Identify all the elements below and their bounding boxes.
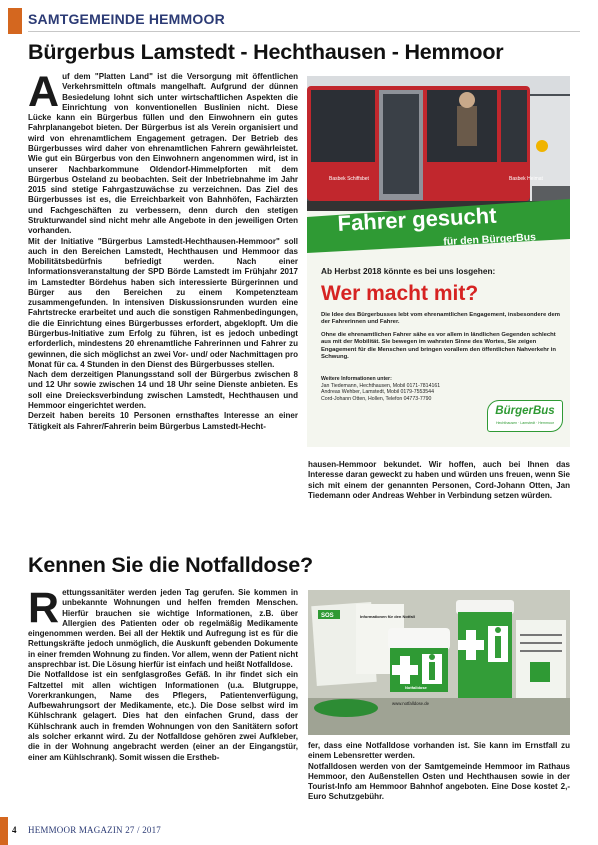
article2-paragraph-1: ettungssanitäter werden jeden Tag gerufen. Sie kommen in unbekannte Wohnungen und helfen fremden Menschen. Hierfür brauchen sie wichtige Informationen, z.B. über Allergien des Patienten oder ob regelmäßig Medikamente eingenommen werden. Bei all der Hektik und Aufregung ist es für die Rettungskräfte jedoch unmöglich, die Auskunft gebenden Dokumente in einer fremden Wohnung zu finden. Vor allem, wenn der Patient nicht ansprechbar ist. Die Lösung hierfür ist einfach und heißt Notfalldose. bbox=[28, 588, 298, 669]
poster-lead: Ab Herbst 2018 könnte es bei uns losgehen: bbox=[321, 266, 496, 276]
bus-illustration bbox=[307, 76, 570, 211]
article2-column-right bbox=[308, 741, 570, 803]
article2-column-left bbox=[28, 584, 298, 763]
logo-tagline: Hechthausen · Lamstedt · Hemmoor bbox=[495, 421, 555, 425]
dose-label: Notfalldose bbox=[405, 685, 427, 690]
poster-banner-headline: Fahrer gesucht bbox=[337, 202, 498, 236]
dropcap: A bbox=[28, 68, 60, 116]
poster-banner-subline: für den BürgerBus bbox=[443, 231, 537, 248]
dose-url: www.notfalldose.de bbox=[392, 701, 430, 706]
article1-column-right bbox=[308, 460, 570, 501]
notfalldose-illustration bbox=[308, 590, 570, 735]
magazine-name: HEMMOOR MAGAZIN 27 / 2017 bbox=[28, 825, 161, 835]
article2-paragraph-4: Notfalldosen werden von der Samtgemeinde Hemmoor im Rathaus Hemmoor, den Außenstellen Osten und Hechthausen sowie in der Tourist-Info am Hemmoor Bahnhof angeboten. Eine Dose kostet 2,- Euro Schutzgebühr. bbox=[308, 761, 570, 802]
sos-label: SOS bbox=[321, 613, 334, 619]
contacts-heading: Weitere Informationen unter: bbox=[321, 376, 392, 382]
buergerbus-logo bbox=[487, 400, 563, 432]
article2-paragraph-2: Die Notfalldose ist ein senfglasgroßes Gefäß. In ihr findet sich ein Faltzettel mit allen wichtigen Informationen (u.a. Blutgruppe, Vorerkrankungen, Name des Pflegers, Patientenverfügung, Aufbewahrungsort der Medikamente, etc.). Die Dose selbst wird im Kühlschrank gelagert. Dies hat den einfachen Grund, dass der Kühlschrank auch in fremden Wohnungen von den Sanitätern sofort als solcher erkannt wird. Zu der Notfalldose gehören zwei Aufkleber, die in der Wohnung angebracht werden (einer an der Eingangstür, einer am Kühlschrank). Somit wissen die Erstheb- bbox=[28, 670, 298, 762]
contact-line: Jan Tiedemann, Hechthausen, Mobil 0171-7814161 bbox=[321, 382, 441, 389]
poster-headline-wer-macht-mit: Wer macht mit? bbox=[321, 282, 479, 305]
bus-sign-right: Basbek Heimat bbox=[509, 176, 543, 182]
article-title-buergerbus: Bürgerbus Lamstedt - Hechthausen - Hemmoor bbox=[28, 40, 504, 64]
article-title-notfalldose: Kennen Sie die Notfalldose? bbox=[28, 553, 313, 577]
article1-paragraph-4: Derzeit haben bereits 10 Personen ernsthaftes Interesse an einer Tätigkeit als Fahrer/Fahrerin beim Bürgerbus Lamstedt-Hecht- bbox=[28, 411, 298, 431]
header-accent-bar bbox=[8, 8, 22, 34]
bus-sign-left: Basbek Schiffsbet bbox=[329, 176, 369, 182]
info-card-title: Informationen für den Notfall bbox=[360, 614, 415, 619]
logo-wordmark: BürgerBus bbox=[495, 405, 555, 417]
article1-paragraph-2: Mit der Initiative "Bürgerbus Lamstedt-Hechthausen-Hemmoor" soll auch in den Bereichen Lamstedt, Hechthausen und Hemmoor das Mobilitätsbedürfnis befriedigt werden. Nach einer Informationsveranstaltung der SPD Börde Lamstedt im Frühjahr 2017 im Lamstedter Bördehus haben sich interessierte Bürgerinnen und Bürger aus den Bereichen zu einem Kompetenzteam zusammengefunden. In intensiven Diskussionsrunden wurden eine Fahrtstrecke erarbeitet und auch die sonstigen Rahmenbedingungen, die die Einrichtung eines Bürgerbusses erfordert, abgeklopft. Um die Bürgerbus-Initiative zum Erfolg zu führen, ist es jedoch unbedingt erforderlich, mindestens 20 ehrenamtliche Fahrerinnen und Fahrer zu gewinnen, die sich möglichst an zwei Vor- und/ oder Nachmittagen pro Monat für ca. 4 Stunden in den Dienst des Bürgerbusses stellen. bbox=[28, 236, 298, 369]
poster-contacts bbox=[321, 376, 491, 402]
poster-body bbox=[321, 312, 561, 366]
bus-photo bbox=[307, 76, 570, 211]
article1-column-left bbox=[28, 68, 298, 432]
article1-paragraph-1: uf dem "Platten Land" ist die Versorgung mit öffentlichen Verkehrsmitteln oftmals mangelhaft. Aufgrund der dünnen Besiedelung lohnt sich unter wirtschaftlichen Aspekten die Einrichtung von konventionellen Buslinien nicht. Diese Lücke kann ein Bürgerbus füllen und den Einwohnern ein gutes Fahrplanangebot bieten. Der Bürgerbus ist als Verein organisiert und wird von ehrenamtlichem Engagement getragen. Der Betrieb des Bürgerbusses wird daher von ehrenamtlichen Fahrern gewährleistet. Wie gut ein Bürgerbus von den Einwohnern angenommen wird, ist in unserer Nachbarkommune Oldendorf-Himmelpforten mit dem Bürgerbus Osteland zu beobachten. Seit der Inbetriebnahme im Jahr 2015 sind stetige Fahrgastzuwächse zu verzeichnen. Das Ziel des Bürgerbusses ist es, die Erreichbarkeit von Bahnhöfen, Fachärzten und Fachgeschäften zu verbessern, denn durch den stetigen Strukturwandel sind nicht mehr alle Angebote in den jeweiligen Orten vorhanden. bbox=[28, 72, 298, 236]
notfalldose-photo bbox=[308, 590, 570, 735]
poster-body-2: Ohne die ehrenamtlichen Fahrer sähe es vor allem in ländlichen Gegenden schlecht aus mit der Mobilität. Sie bewegen im wahrsten Sinne des Wortes, Sie zeigen Engagement für die Menschen und bringen vorallem den öffentlichen Nahverkehr in Schwung. bbox=[321, 331, 557, 361]
section-label: SAMTGEMEINDE HEMMOOR bbox=[28, 11, 225, 27]
poster-body-1: Die Idee des Bürgerbusses lebt vom ehrenamtlichen Engagement, insbesondere dem der Fahrerinnen und Fahrer. bbox=[321, 312, 560, 326]
page-number: 4 bbox=[12, 825, 17, 835]
article2-paragraph-3: fer, dass eine Notfalldose vorhanden ist. Sie kann im Ernstfall zu einem Lebensretter werden. bbox=[308, 741, 570, 761]
dropcap: R bbox=[28, 584, 60, 632]
article1-paragraph-3: Nach dem derzeitigen Planungsstand soll der Bürgerbus zwischen 8 und 12 Uhr sowie zwischen 14 und 18 Uhr seine Dienste anbieten. Es soll eine Dreiecksverbindung zwischen Lamstedt, Hechthausen und Hemmoor eingerichtet werden. bbox=[28, 370, 298, 410]
contact-line: Cord-Johann Otten, Hollen, Telefon 04773-7790 bbox=[321, 395, 432, 402]
contact-line: Andreas Wehber, Lamstedt, Mobil 0179-7553544 bbox=[321, 389, 434, 396]
buergerbus-poster bbox=[307, 76, 570, 447]
footer-accent-bar bbox=[0, 817, 8, 845]
header-divider bbox=[28, 31, 580, 32]
article1-paragraph-5: hausen-Hemmoor bekundet. Wir hoffen, auch bei Ihnen das Interesse daran geweckt zu haben und würden uns freuen, wenn Sie sich mit einem der genannten Personen, Cord-Johann Otten, Jan Tiedemann oder Andreas Wehber in Verbindung setzen würden. bbox=[308, 460, 570, 500]
